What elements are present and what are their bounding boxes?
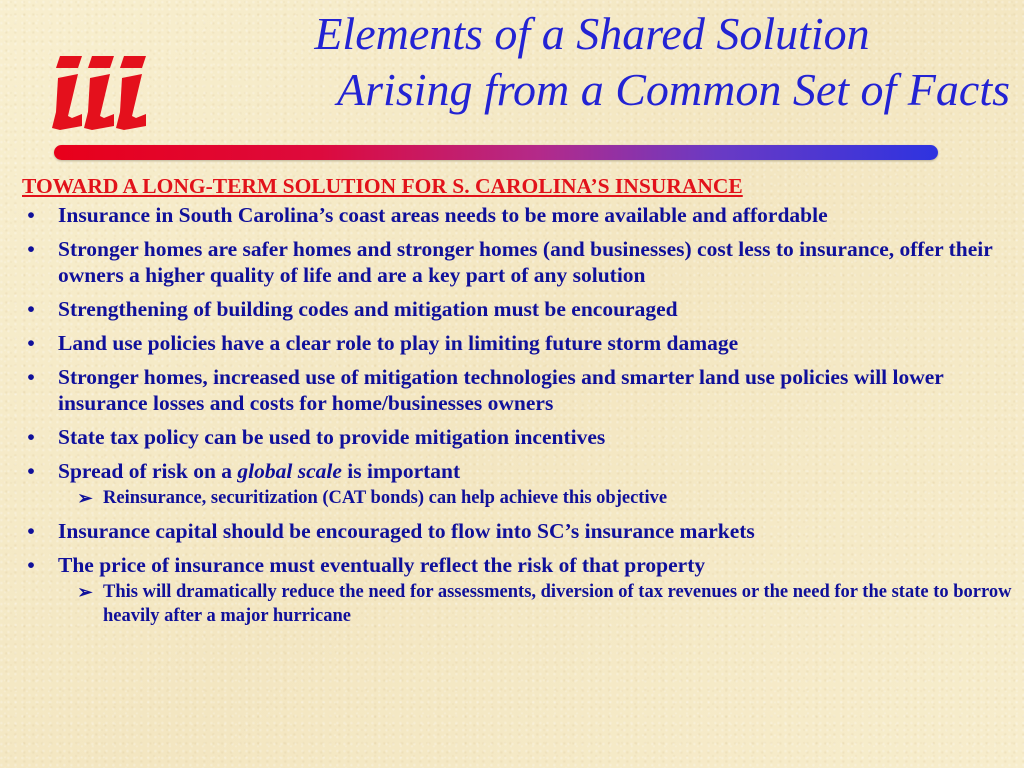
bullet-icon: •: [27, 237, 35, 261]
sub-bullet-list: [20, 486, 1016, 510]
bullet-list: [20, 202, 1016, 484]
bullet-icon: •: [27, 331, 35, 355]
bullet-icon: •: [27, 519, 35, 543]
bullet-icon: •: [27, 365, 35, 389]
bullet-text: Insurance in South Carolina’s coast areas needs to be more available and affordable: [58, 203, 828, 227]
bullet-icon: •: [27, 297, 35, 321]
bullet-text-part: is important: [341, 459, 461, 483]
title-divider: [54, 145, 938, 160]
bullet-text-part: Spread of risk on a: [58, 459, 238, 483]
sub-bullet-item: [20, 580, 1016, 628]
bullet-text: State tax policy can be used to provide mitigation incentives: [58, 425, 606, 449]
bullet-text-emphasis: global scale: [237, 459, 342, 483]
sub-bullet-text: Reinsurance, securitization (CAT bonds) can help achieve this objective: [103, 488, 668, 508]
bullet-item: [20, 458, 1016, 484]
bullet-text: The price of insurance must eventually reflect the risk of that property: [58, 553, 706, 577]
bullet-item: [20, 202, 1016, 228]
bullet-text: Insurance capital should be encouraged to flow into SC’s insurance markets: [58, 519, 755, 543]
bullet-item: [20, 424, 1016, 450]
sub-bullet-list: [20, 580, 1016, 628]
title-line-2: Arising from a Common Set of Facts: [337, 64, 1010, 115]
slide-body: [20, 172, 1016, 636]
bullet-text: Strengthening of building codes and mitigation must be encouraged: [58, 297, 678, 321]
bullet-text: Stronger homes, increased use of mitigation technologies and smarter land use policies will lower insurance losses and costs for home/businesses owners: [58, 365, 944, 415]
bullet-icon: •: [27, 459, 35, 483]
section-heading: TOWARD A LONG-TERM SOLUTION FOR S. CAROLINA’S INSURANCE: [22, 174, 743, 198]
iii-logo-icon: [52, 50, 148, 134]
bullet-item: [20, 552, 1016, 578]
sub-bullet-text: This will dramatically reduce the need for assessments, diversion of tax revenues or the need for the state to borrow heavily after a major hurricane: [103, 582, 1012, 626]
bullet-text: [58, 459, 460, 483]
arrow-bullet-icon: ➢: [77, 488, 93, 508]
bullet-icon: •: [27, 553, 35, 577]
bullet-icon: •: [27, 425, 35, 449]
bullet-item: [20, 296, 1016, 322]
bullet-icon: •: [27, 203, 35, 227]
bullet-item: [20, 236, 1016, 288]
bullet-text: Land use policies have a clear role to play in limiting future storm damage: [58, 331, 739, 355]
slide-title: [160, 6, 1016, 118]
bullet-item: [20, 330, 1016, 356]
bullet-item: [20, 518, 1016, 544]
bullet-item: [20, 364, 1016, 416]
bullet-text: Stronger homes are safer homes and stronger homes (and businesses) cost less to insurance, offer their owners a higher quality of life and are a key part of any solution: [58, 237, 993, 287]
arrow-bullet-icon: ➢: [77, 582, 93, 602]
bullet-list: [20, 518, 1016, 578]
title-line-1: Elements of a Shared Solution: [314, 8, 870, 59]
sub-bullet-item: [20, 486, 1016, 510]
